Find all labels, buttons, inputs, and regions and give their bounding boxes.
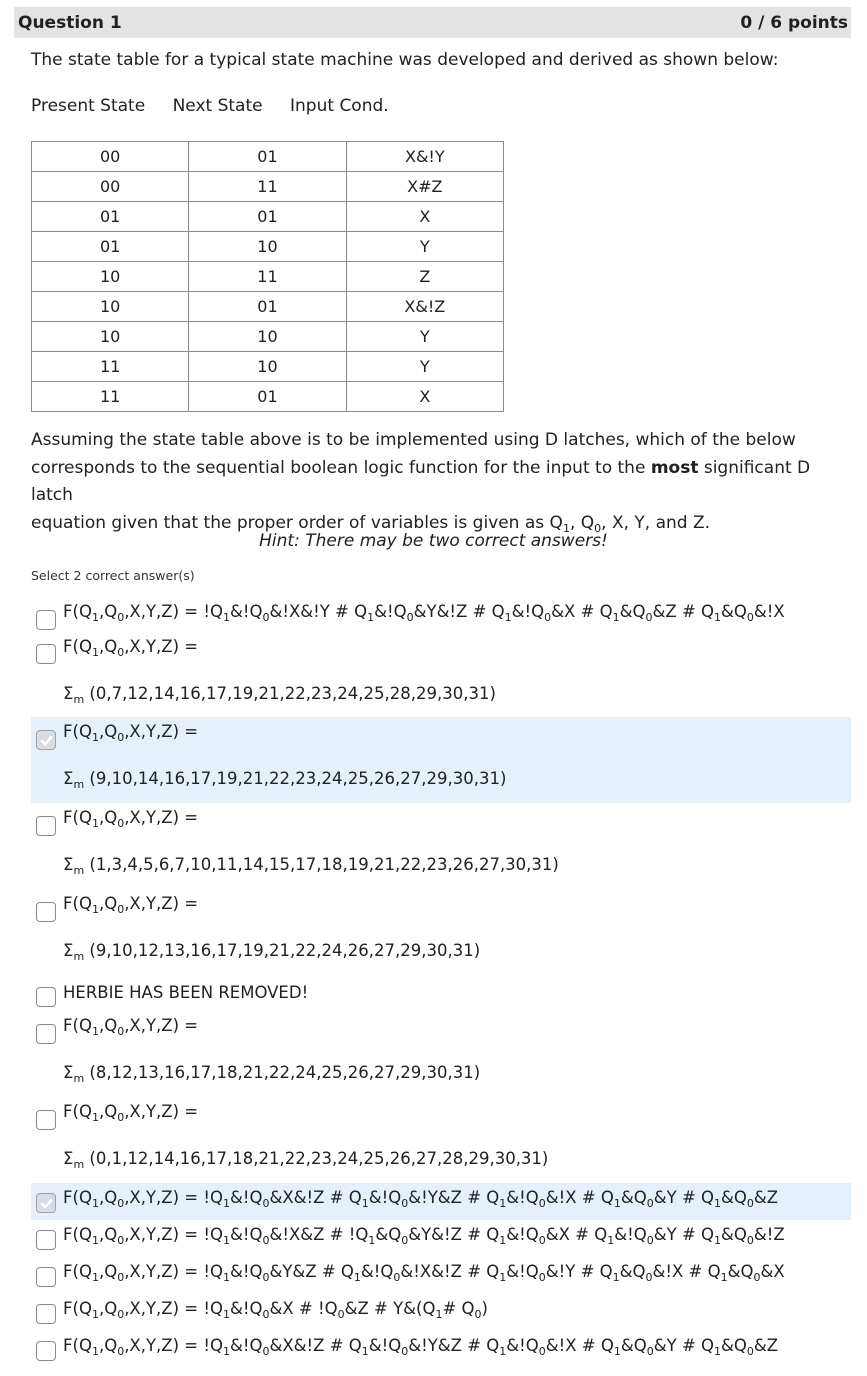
answer-text: $F(Q_1,Q_0,X,Y,Z)$ = — [63, 894, 199, 916]
table-row — [32, 262, 504, 292]
table-cell: 01 — [189, 292, 346, 322]
minterm-sum — [63, 941, 480, 963]
table-cell: Y — [346, 352, 503, 382]
table-cell: 10 — [189, 322, 346, 352]
state-table — [31, 141, 504, 412]
table-row — [32, 382, 504, 412]
answer-checkbox[interactable] — [36, 1230, 56, 1250]
table-cell: X — [346, 382, 503, 412]
answer-checkbox[interactable] — [36, 1110, 56, 1130]
table-cell: 10 — [32, 322, 189, 352]
answer-option[interactable] — [31, 600, 851, 634]
table-cell: Y — [346, 322, 503, 352]
question-points: 0 / 6 points — [740, 12, 848, 33]
minterm-list: (0,7,12,14,16,17,19,21,22,23,24,25,28,29,30,31) — [89, 684, 496, 703]
sigma-symbol: $\Sigma_m$ — [63, 769, 85, 791]
answer-text: HERBIE HAS BEEN REMOVED! — [63, 983, 309, 1002]
table-row — [32, 352, 504, 382]
answer-checkbox[interactable] — [36, 987, 56, 1007]
answer-option[interactable] — [31, 979, 851, 1011]
table-cell: 10 — [32, 262, 189, 292]
answer-checkbox[interactable] — [36, 1267, 56, 1287]
answer-checkbox[interactable] — [36, 902, 56, 922]
table-cell: X&!Z — [346, 292, 503, 322]
answer-option[interactable] — [31, 1331, 851, 1368]
answer-checkbox[interactable] — [36, 1024, 56, 1044]
col-input-cond: Input Cond. — [290, 96, 389, 116]
answer-option[interactable] — [31, 1257, 851, 1294]
table-row — [32, 322, 504, 352]
table-row — [32, 142, 504, 172]
answer-option[interactable] — [31, 717, 851, 803]
table-cell: 11 — [189, 262, 346, 292]
table-cell: X&!Y — [346, 142, 503, 172]
answer-option[interactable] — [31, 803, 851, 889]
table-row — [32, 202, 504, 232]
col-present-state: Present State — [31, 96, 146, 116]
answer-text: $F(Q_1,Q_0,X,Y,Z)$ = $!Q_1\&!Q_0\&X\&!Z$ # $Q_1\&!Q_0\&!Y\&Z$ # $Q_1\&!Q_0\&!X$ # $Q_1\&Q_0\&Y$ # $Q_1\&Q_0\&Z$ — [63, 1188, 779, 1210]
minterm-list: (0,1,12,14,16,17,18,21,22,23,24,25,26,27,28,29,30,31) — [89, 1149, 549, 1168]
answer-text: $F(Q_1,Q_0,X,Y,Z)$ = — [63, 1102, 199, 1124]
table-cell: 01 — [189, 142, 346, 172]
table-cell: Z — [346, 262, 503, 292]
answer-option[interactable] — [31, 1220, 851, 1257]
answer-text: $F(Q_1,Q_0,X,Y,Z)$ = $!Q_1\&!Q_0\&!X\&!Y$ # $Q_1\&!Q_0\&Y\&!Z$ # $Q_1\&!Q_0\&X$ # $Q_1\&Q_0\&Z$ # $Q_1\&Q_0\&!X$ — [63, 602, 785, 624]
table-cell: 11 — [32, 352, 189, 382]
table-cell: 11 — [32, 382, 189, 412]
answer-text: $F(Q_1,Q_0,X,Y,Z)$ = $!Q_1\&!Q_0\&!X\&Z$ # $!Q_1\&Q_0\&Y\&!Z$ # $Q_1\&!Q_0\&X$ # $Q_1\&!Q_0\&Y$ # $Q_1\&Q_0\&!Z$ — [63, 1225, 785, 1247]
para-line-3: equation given that the proper order of variables is given as $Q_1$, $Q_0$, X, Y, and Z. — [31, 512, 711, 535]
table-cell: 00 — [32, 172, 189, 202]
answer-text: $F(Q_1,Q_0,X,Y,Z)$ = — [63, 808, 199, 830]
table-cell: X#Z — [346, 172, 503, 202]
answer-option[interactable] — [31, 634, 851, 717]
table-cell: 01 — [32, 202, 189, 232]
sigma-symbol: $\Sigma_m$ — [63, 1149, 85, 1171]
answer-text: $F(Q_1,Q_0,X,Y,Z)$ = $!Q_1\&!Q_0\&X\&!Z$ # $Q_1\&!Q_0\&!Y\&Z$ # $Q_1\&!Q_0\&!X$ # $Q_1\&Q_0\&Y$ # $Q_1\&Q_0\&Z$ — [63, 1336, 779, 1358]
table-cell: 10 — [32, 292, 189, 322]
table-cell: 01 — [189, 382, 346, 412]
answer-option[interactable] — [31, 1294, 851, 1331]
sigma-symbol: $\Sigma_m$ — [63, 855, 85, 877]
answer-checkbox[interactable] — [36, 1341, 56, 1361]
table-row — [32, 292, 504, 322]
sigma-symbol: $\Sigma_m$ — [63, 684, 85, 706]
checkmark-icon — [39, 1196, 54, 1211]
table-cell: 10 — [189, 352, 346, 382]
col-next-state: Next State — [172, 96, 263, 116]
intro-text: The state table for a typical state machine was developed and derived as shown below: — [31, 50, 779, 70]
answer-checkbox[interactable] — [36, 1193, 56, 1213]
table-cell: 10 — [189, 232, 346, 262]
sigma-symbol: $\Sigma_m$ — [63, 1063, 85, 1085]
answer-text: $F(Q_1,Q_0,X,Y,Z)$ = $!Q_1\&!Q_0\&X$ # $!Q_0\&Z$ # $Y\&(Q_1\#$ $Q_0$) — [63, 1299, 488, 1321]
answer-checkbox[interactable] — [36, 730, 56, 750]
minterm-list: (8,12,13,16,17,18,21,22,24,25,26,27,29,30,31) — [89, 1063, 481, 1082]
answer-text: $F(Q_1,Q_0,X,Y,Z)$ = — [63, 722, 199, 744]
question-paragraph — [31, 427, 856, 542]
answer-checkbox[interactable] — [36, 1304, 56, 1324]
table-cell: X — [346, 202, 503, 232]
minterm-sum — [63, 855, 559, 877]
answer-text: $F(Q_1,Q_0,X,Y,Z)$ = — [63, 1016, 199, 1038]
table-column-headers — [31, 96, 411, 116]
table-row — [32, 172, 504, 202]
question-header — [14, 7, 851, 38]
answer-option[interactable] — [31, 1097, 851, 1183]
answer-checkbox[interactable] — [36, 816, 56, 836]
sigma-symbol: $\Sigma_m$ — [63, 941, 85, 963]
answer-checkbox[interactable] — [36, 610, 56, 630]
minterm-sum — [63, 684, 496, 706]
minterm-list: (1,3,4,5,6,7,10,11,14,15,17,18,19,21,22,23,26,27,30,31) — [89, 855, 559, 874]
minterm-sum — [63, 1149, 548, 1171]
answer-text: $F(Q_1,Q_0,X,Y,Z)$ = $!Q_1\&!Q_0\&Y\&Z$ # $Q_1\&!Q_0\&!X\&!Z$ # $Q_1\&!Q_0\&!Y$ # $Q_1\&Q_0\&!X$ # $Q_1\&Q_0\&X$ — [63, 1262, 785, 1284]
answer-option[interactable] — [31, 1183, 851, 1220]
answer-checkbox[interactable] — [36, 644, 56, 664]
table-cell: 01 — [32, 232, 189, 262]
answer-text: $F(Q_1,Q_0,X,Y,Z)$ = — [63, 637, 199, 659]
minterm-list: (9,10,14,16,17,19,21,22,23,24,25,26,27,29,30,31) — [89, 769, 507, 788]
answer-option[interactable] — [31, 889, 851, 979]
table-cell: 01 — [189, 202, 346, 232]
minterm-sum — [63, 1063, 480, 1085]
question-title: Question 1 — [18, 12, 122, 33]
para-line-1: Assuming the state table above is to be implemented using D latches, which of the below — [31, 430, 796, 450]
table-cell: Y — [346, 232, 503, 262]
answer-option[interactable] — [31, 1011, 851, 1097]
checkmark-icon — [39, 733, 54, 748]
hint-text: Hint: There may be two correct answers! — [259, 531, 608, 551]
minterm-sum — [63, 769, 506, 791]
minterm-list: (9,10,12,13,16,17,19,21,22,24,26,27,29,30,31) — [89, 941, 481, 960]
para-line-2: corresponds to the sequential boolean logic function for the input to the most significant D latch — [31, 457, 811, 505]
select-instruction: Select 2 correct answer(s) — [31, 568, 195, 583]
table-cell: 11 — [189, 172, 346, 202]
table-cell: 00 — [32, 142, 189, 172]
table-row — [32, 232, 504, 262]
